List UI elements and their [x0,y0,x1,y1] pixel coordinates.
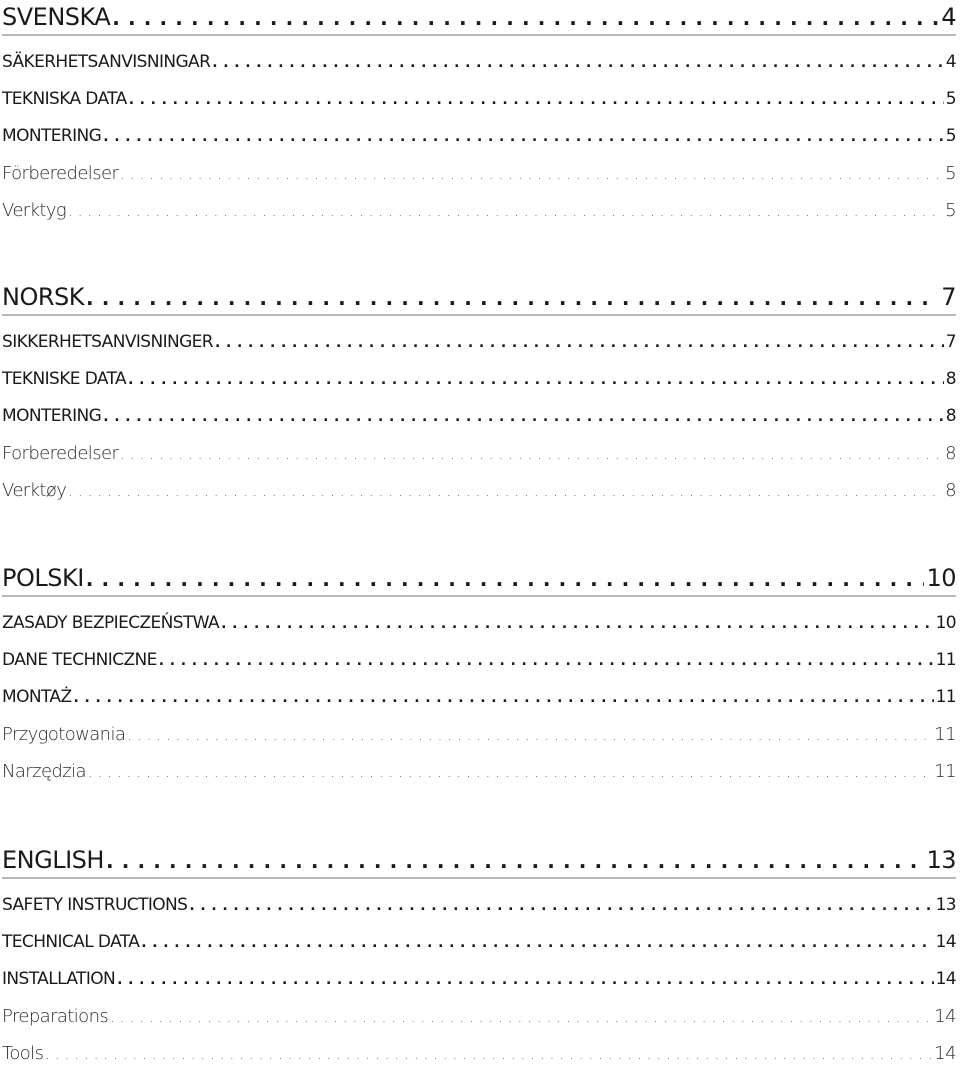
toc-page-number: 8 [945,443,956,464]
toc-entry-label: TEKNISKE DATA [2,369,127,389]
toc-entry[interactable] [2,1035,956,1072]
dot-leader [120,157,943,192]
toc-section-svenska [2,0,956,229]
toc-section-polski [2,561,956,790]
toc-language-heading[interactable] [2,280,956,316]
toc-entry-label: Narzędzia [2,761,86,782]
toc-page-number: 14 [935,932,956,952]
toc-language-label: SVENSKA [2,3,111,31]
toc-entry-label: Przygotowania [2,724,126,745]
dot-leader [117,962,933,998]
toc-entry[interactable] [2,753,956,790]
toc-page-number: 14 [934,1006,956,1027]
dot-leader [86,562,925,596]
toc-entry-label: MONTAŻ [2,687,72,707]
toc-language-label: NORSK [2,283,84,311]
dot-leader [215,325,944,361]
toc-entry-label: Förberedelser [2,163,119,184]
toc-entry[interactable] [2,472,956,509]
toc-entry-label: Preparations [2,1006,109,1027]
dot-leader [221,606,933,642]
toc-entry-label: ZASADY BEZPIECZEŃSTWA [2,613,220,633]
toc-entry[interactable] [2,605,956,642]
toc-entry-label: TECHNICAL DATA [2,932,140,952]
toc-entry-label: MONTERING [2,406,102,426]
dot-leader [68,474,943,509]
dot-leader [74,680,934,716]
dot-leader [45,1037,932,1072]
toc-entry[interactable] [2,679,956,716]
toc-entry-label: Forberedelser [2,443,119,464]
toc-entry-label: MONTERING [2,126,102,146]
toc-entry[interactable] [2,642,956,679]
toc-page-number: 10 [926,564,956,592]
toc-entry-label: SÄKERHETSANVISNINGAR [2,52,211,72]
toc-entry[interactable] [2,155,956,192]
toc-entry-label: INSTALLATION [2,969,116,989]
dot-leader [189,888,933,924]
toc-page-number: 10 [935,613,956,633]
toc-page-number: 11 [934,761,956,782]
toc-entry[interactable] [2,924,956,961]
dot-leader [103,119,944,155]
toc-page-number: 4 [945,52,956,72]
dot-leader [68,194,943,229]
toc-page-number: 14 [935,969,956,989]
toc-page-number: 5 [945,89,956,109]
toc-entry[interactable] [2,324,956,361]
toc-entry[interactable] [2,361,956,398]
dot-leader [212,45,943,81]
dot-leader [86,281,939,315]
toc-page-number: 11 [934,724,956,745]
toc-entry-label: Verktyg [2,200,67,221]
toc-language-heading[interactable] [2,561,956,597]
toc-entry[interactable] [2,435,956,472]
toc-entry-label: SIKKERHETSANVISNINGER [2,332,214,352]
dot-leader [106,844,925,878]
toc-entry-label: DANE TECHNICZNE [2,650,157,670]
toc-page-number: 5 [945,126,956,146]
toc-page-number: 7 [941,283,956,311]
dot-leader [127,718,932,753]
toc-section-norsk [2,280,956,509]
toc-entry[interactable] [2,716,956,753]
toc-entry[interactable] [2,118,956,155]
dot-leader [88,755,932,790]
dot-leader [103,399,944,435]
toc-language-heading[interactable] [2,843,956,879]
toc-page-number: 8 [945,369,956,389]
toc-section-english [2,843,956,1072]
toc-entry[interactable] [2,398,956,435]
toc-page-number: 8 [945,480,956,501]
toc-language-label: POLSKI [2,564,84,592]
dot-leader [112,1,939,35]
toc-page-number: 5 [945,163,956,184]
toc-entry[interactable] [2,192,956,229]
toc-entry[interactable] [2,961,956,998]
toc-page-number: 11 [935,650,956,670]
dot-leader [159,643,934,679]
toc-page-number: 11 [935,687,956,707]
toc-page-number: 5 [945,200,956,221]
dot-leader [129,82,944,118]
toc-entry-label: Verktøy [2,480,67,501]
toc-page-number: 7 [945,332,956,352]
toc-entry[interactable] [2,81,956,118]
toc-language-label: ENGLISH [2,846,104,874]
toc-entry-label: TEKNISKA DATA [2,89,127,109]
toc-language-heading[interactable] [2,0,956,36]
toc-entry[interactable] [2,44,956,81]
toc-entry-label: Tools [2,1043,44,1064]
dot-leader [128,362,944,398]
dot-leader [110,1000,932,1035]
toc-page-number: 13 [926,846,956,874]
toc-page-number: 14 [934,1043,956,1064]
toc-page-number: 4 [941,3,956,31]
toc-entry-label: SAFETY INSTRUCTIONS [2,895,188,915]
toc-page-number: 13 [935,895,956,915]
dot-leader [141,925,933,961]
dot-leader [120,437,943,472]
toc-page-number: 8 [945,406,956,426]
toc-entry[interactable] [2,887,956,924]
toc-entry[interactable] [2,998,956,1035]
